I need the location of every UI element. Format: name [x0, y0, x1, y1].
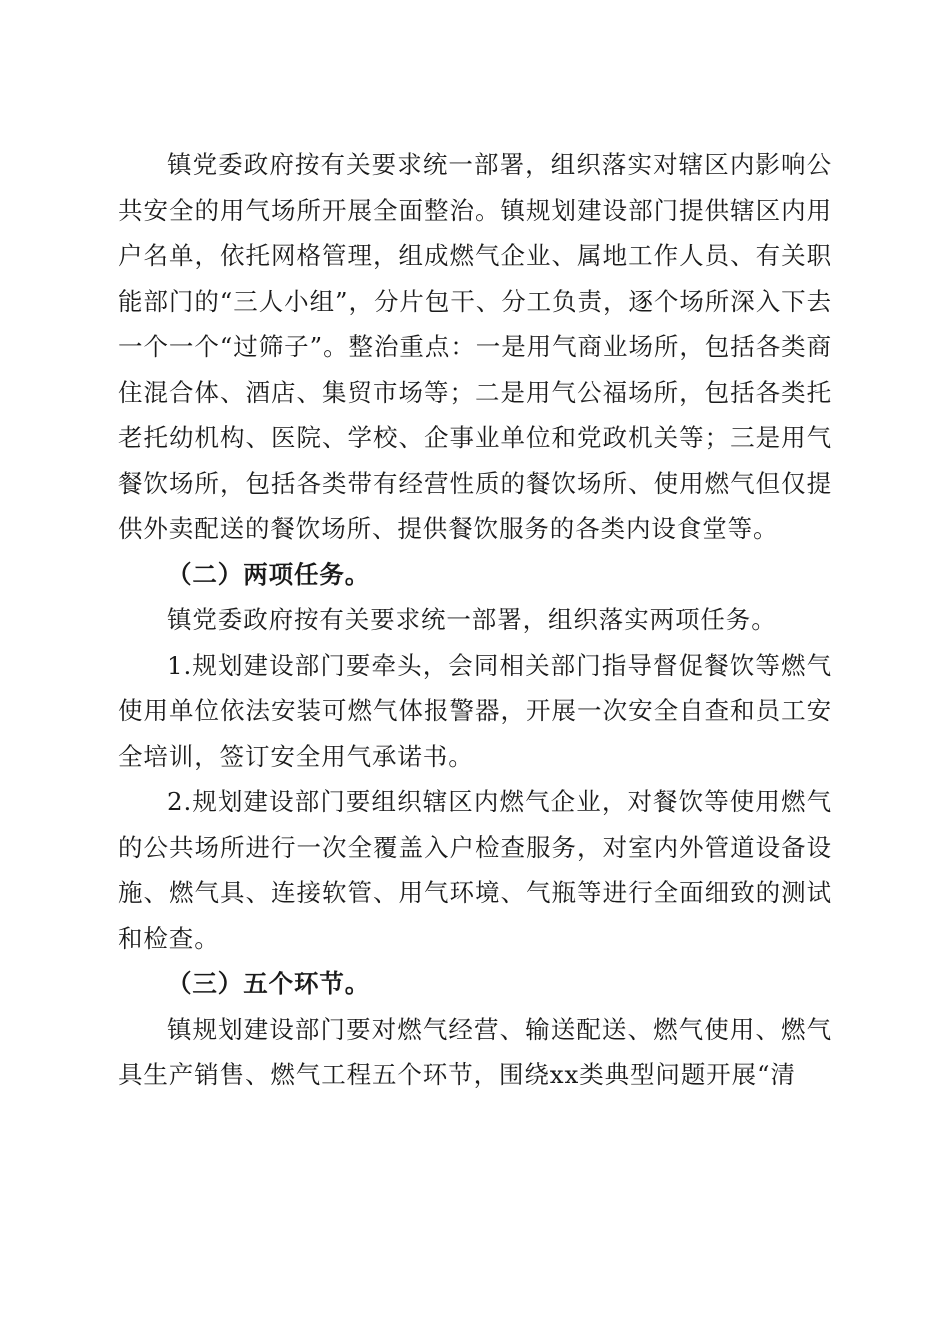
paragraph-task-2: 2.规划建设部门要组织辖区内燃气企业，对餐饮等使用燃气的公共场所进行一次全覆盖入户检查服务，对室内外管道设备设施、燃气具、连接软管、用气环境、气瓶等进行全面细致的测试和检查。 [118, 787, 832, 953]
section-heading-two-tasks: （二）两项任务。 [167, 559, 371, 589]
paragraph-two-tasks-intro: 镇党委政府按有关要求统一部署，组织落实两项任务。 [167, 605, 777, 634]
paragraph-five-links: 镇规划建设部门要对燃气经营、输送配送、燃气使用、燃气具生产销售、燃气工程五个环节，围绕xx类典型问题开展“清 [118, 1014, 832, 1089]
document-body [118, 142, 832, 1098]
section-heading-five-links: （三）五个环节。 [167, 969, 371, 998]
paragraph-rectification-scope: 镇党委政府按有关要求统一部署，组织落实对辖区内影响公共安全的用气场所开展全面整治。镇规划建设部门提供辖区内用户名单，依托网格管理，组成燃气企业、属地工作人员、有关职能部门的“三人小组”，分片包干、分工负责，逐个场所深入下去一个一个“过筛子”。整治重点：一是用气商业场所，包括各类商住混合体、酒店、集贸市场等；二是用气公福场所，包括各类托老托幼机构、医院、学校、企事业单位和党政机关等；三是用气餐饮场所，包括各类带有经营性质的餐饮场所、使用燃气但仅提供外卖配送的餐饮场所、提供餐饮服务的各类内设食堂等。 [118, 150, 832, 543]
paragraph-task-1: 1.规划建设部门要牵头，会同相关部门指导督促餐饮等燃气使用单位依法安装可燃气体报警器，开展一次安全自查和员工安全培训，签订安全用气承诺书。 [118, 650, 832, 771]
